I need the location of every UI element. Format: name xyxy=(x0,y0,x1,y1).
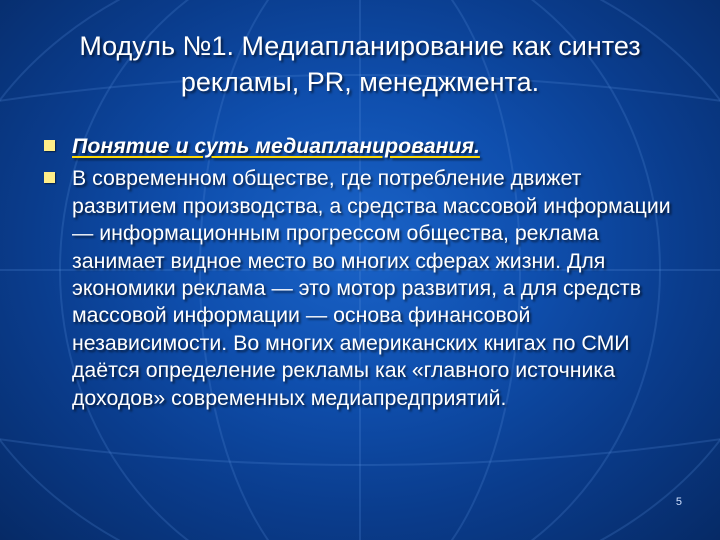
slide-title: Модуль №1. Медиапланирование как синтез рекламы, PR, менеджмента. xyxy=(79,31,641,97)
bullet-heading-item xyxy=(44,133,684,160)
bullet-body-text: В современном обществе, где потребление движет развитием производства, а средства массовой информации — информационным прогрессом общества, реклама занимает видное место во многих сферах жизни. Для экономики реклама — это мотор развития, а для средств массовой информации — основа финансовой независимости. Во многих американских книгах по СМИ даётся определение рекламы как «главного источника доходов» современных медиапредприятий. xyxy=(72,166,671,410)
slide-content xyxy=(44,133,684,417)
bullet-heading-text: Понятие и суть медиапланирования. xyxy=(72,134,480,158)
bullet-body-item xyxy=(44,165,684,412)
square-bullet-icon xyxy=(44,172,55,183)
square-bullet-icon xyxy=(44,140,55,151)
page-number: 5 xyxy=(675,496,682,508)
